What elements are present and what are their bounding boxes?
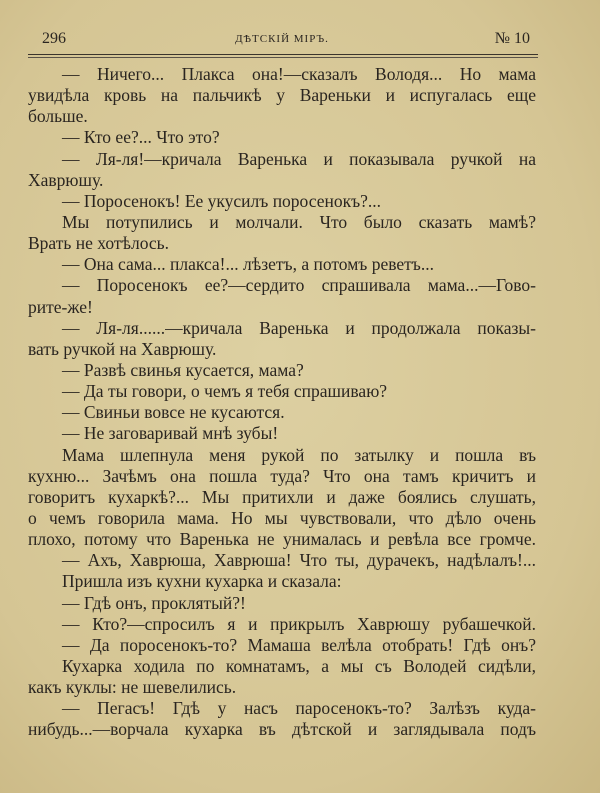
- text-line: — Поросенокъ! Ее укусилъ поросенокъ?...: [62, 190, 382, 211]
- text-line: Врать не хотѣлось.: [28, 233, 170, 254]
- text-line: больше.: [28, 106, 88, 127]
- text-line: — Не заговаривай мнѣ зубы!: [62, 423, 279, 444]
- text-line: говоритъ кухаркѣ?... Мы притихли и даже боялись слушать,: [28, 486, 536, 507]
- page-number: 296: [42, 30, 66, 47]
- text-line: — Ничего... Плакса она!—сказалъ Володя... Но мама: [62, 64, 536, 84]
- text-line: вать ручкой на Хаврюшу.: [28, 338, 217, 359]
- text-line: — Ля-ля!—кричала Варенька и показывала ручкой на: [62, 148, 536, 169]
- header-rule-thin: [28, 57, 538, 58]
- text-line: — Ля-ля......—кричала Варенька и продолжала показы-: [62, 317, 536, 338]
- text-line: нибудь...—ворчала кухарка въ дѣтской и заглядывала подъ: [28, 719, 536, 740]
- text-line: — Кто?—спросилъ я и прикрылъ Хаврюшу рубашечкой.: [62, 613, 536, 634]
- text-line: — Она сама... плакса!... лѣзетъ, а потомъ реветъ...: [62, 254, 434, 275]
- header-rule: [28, 54, 538, 55]
- text-line: — Развѣ свинья кусается, мама?: [62, 359, 304, 380]
- text-line: — Гдѣ онъ, проклятый?!: [62, 592, 246, 613]
- text-line: увидѣла кровь на пальчикѣ у Вареньки и испугалась еще: [28, 85, 536, 106]
- text-line: — Да ты говори, о чемъ я тебя спрашиваю?: [62, 381, 388, 402]
- journal-title: ДѢТСКІЙ МІРЪ.: [235, 33, 329, 45]
- text-line: Мы потупились и молчали. Что было сказать мамѣ?: [62, 211, 536, 232]
- text-line: — Свиньи вовсе не кусаются.: [62, 402, 285, 423]
- text-line: — Поросенокъ ее?—сердито спрашивала мама...—Гово-: [62, 275, 536, 296]
- running-header: [28, 26, 536, 52]
- text-line: — Ахъ, Хаврюша, Хаврюша! Что ты, дурачекъ, надѣлалъ!...: [62, 550, 536, 571]
- text-line: — Да поросенокъ-то? Мамаша велѣла отобрать! Гдѣ онъ?: [62, 634, 536, 655]
- text-line: Пришла изъ кухни кухарка и сказала:: [62, 571, 342, 592]
- text-line: какъ куклы: не шевелились.: [28, 677, 237, 698]
- text-line: рите-же!: [28, 296, 93, 317]
- text-line: кухню... Зачѣмъ она пошла туда? Что она тамъ кричитъ и: [28, 465, 536, 486]
- text-line: Хаврюшу.: [28, 169, 104, 190]
- text-line: о чемъ говорила мама. Но мы чувствовали, что дѣло очень: [28, 507, 536, 528]
- text-line: Кухарка ходила по комнатамъ, а мы съ Володей сидѣли,: [62, 655, 536, 676]
- text-line: — Пегасъ! Гдѣ у насъ паросенокъ-то? Залѣзъ куда-: [62, 698, 536, 719]
- text-line: плохо, потому что Варенька не унималась и ревѣла все громче.: [28, 529, 536, 550]
- issue-number: № 10: [494, 30, 530, 47]
- page-body-text: [28, 64, 536, 741]
- text-line: Мама шлепнула меня рукой по затылку и пошла въ: [62, 444, 536, 465]
- text-line: — Кто ее?... Что это?: [62, 127, 220, 148]
